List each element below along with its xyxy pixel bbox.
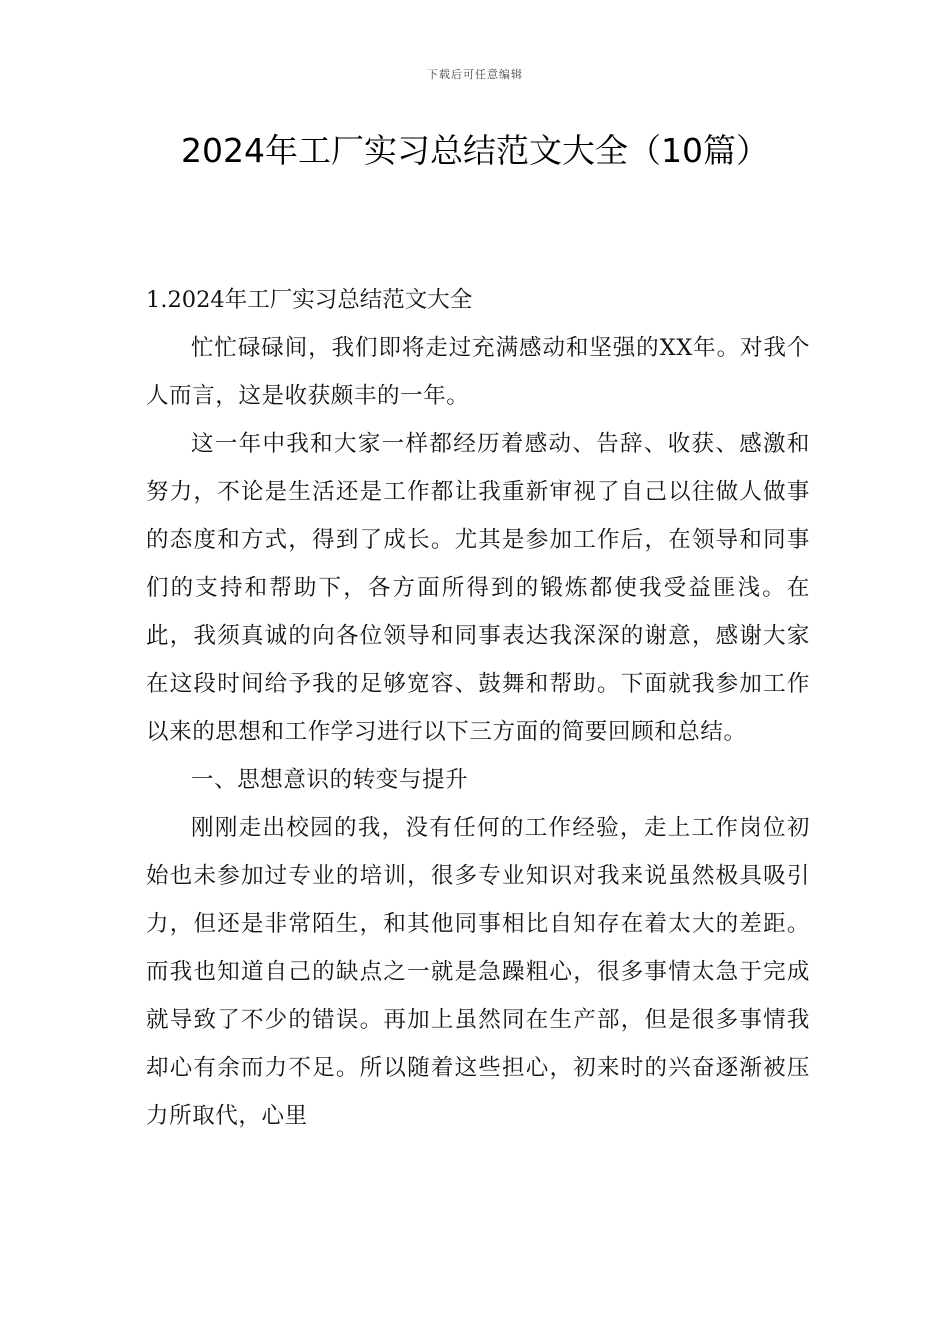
header-note: 下载后可任意编辑 (427, 68, 523, 81)
paragraph-beginning: 刚刚走出校园的我，没有任何的工作经验，走上工作岗位初始也未参加过专业的培训，很多专业知识对我来说虽然极具吸引力，但还是非常陌生，和其他同事相比自知存在着太大的差距。而我也知道自己的缺点之一就是急躁粗心，很多事情太急于完成就导致了不少的错误。再加上虽然同在生产部，但是很多事情我却心有余而力不足。所以随着这些担心，初来时的兴奋逐渐被压力所取代，心里 (146, 815, 810, 1129)
paragraph-reflection: 这一年中我和大家一样都经历着感动、告辞、收获、感激和努力，不论是生活还是工作都让我重新审视了自己以往做人做事的态度和方式，得到了成长。尤其是参加工作后，在领导和同事们的支持和帮助下，各方面所得到的锻炼都使我受益匪浅。在此，我须真诚的向各位领导和同事表达我深深的谢意，感谢大家在这段时间给予我的足够宽容、鼓舞和帮助。下面就我参加工作以来的思想和工作学习进行以下三方面的简要回顾和总结。 (146, 431, 810, 745)
section-heading: 1.2024年工厂实习总结范文大全 (146, 287, 473, 313)
document-body (146, 276, 810, 1140)
paragraph-intro: 忙忙碌碌间，我们即将走过充满感动和坚强的XX年。对我个人而言，这是收获颇丰的一年。 (146, 335, 810, 409)
document-title: 2024年工厂实习总结范文大全（10篇） (181, 131, 769, 170)
subheading-ideology: 一、思想意识的转变与提升 (191, 767, 469, 793)
